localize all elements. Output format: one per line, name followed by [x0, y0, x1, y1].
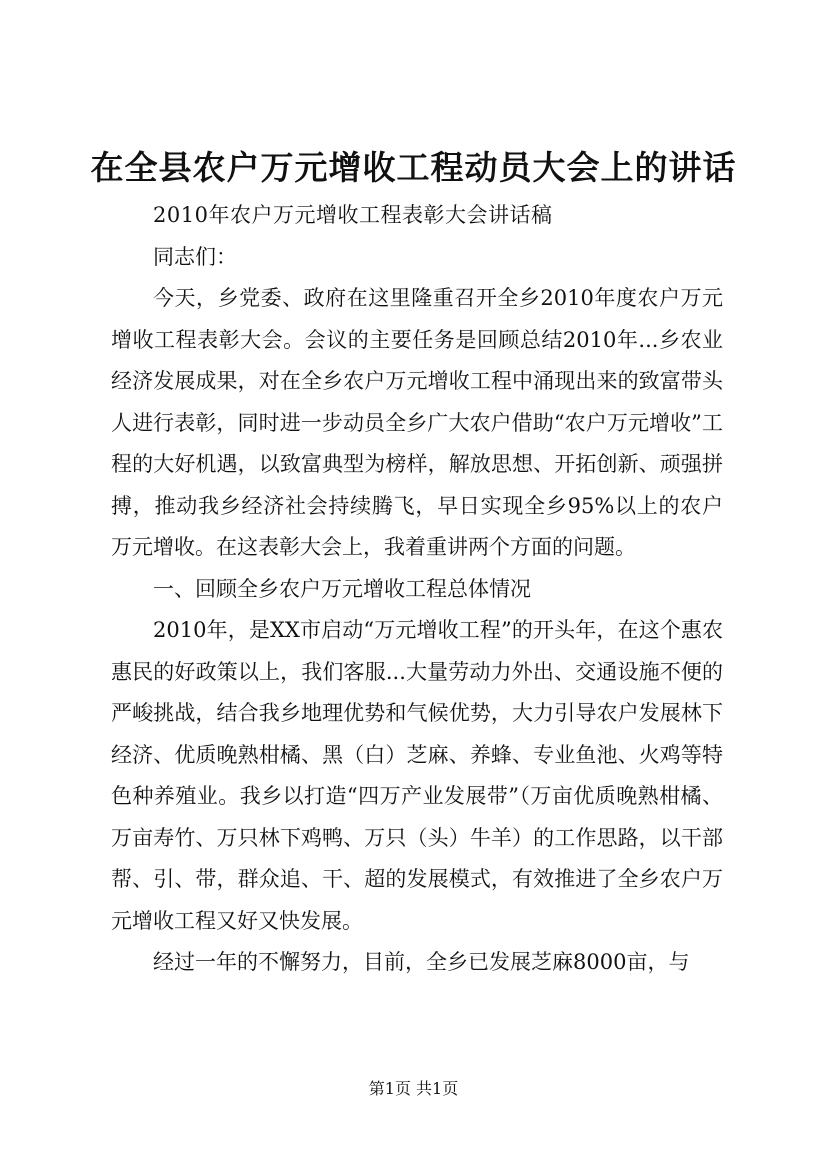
document-subtitle: 2010年农户万元增收工程表彰大会讲话稿	[153, 203, 553, 227]
salutation: 同志们：	[153, 244, 237, 269]
section-heading-1: 一、回顾全乡农户万元增收工程总体情况	[153, 576, 531, 601]
document-body	[111, 195, 723, 984]
document-title: 在全县农户万元增收工程动员大会上的讲话	[90, 148, 737, 187]
paragraph-opening: 今天，乡党委、政府在这里隆重召开全乡2010年度农户万元增收工程表彰大会。会议的主要任务是回顾总结2010年...乡农业经济发展成果，对在全乡农户万元增收工程中涌现出来的致富带头人进行表彰，同时进一步动员全乡广大农户借助“农户万元增收”工程的大好机遇，以致富典型为榜样，解放思想、开拓创新、顽强拼搏，推动我乡经济社会持续腾飞，早日实现全乡95%以上的农户万元增收。在这表彰大会上，我着重讲两个方面的问题。	[111, 286, 723, 559]
paragraph-2010-overview: 2010年，是XX市启动“万元增收工程”的开头年，在这个惠农惠民的好政策以上，我们客服...大量劳动力外出、交通设施不便的严峻挑战，结合我乡地理优势和气候优势，大力引导农户发展林下经济、优质晚熟柑橘、黑（白）芝麻、养蜂、专业鱼池、火鸡等特色种养殖业。我乡以打造“四万产业发展带”（万亩优质晚熟柑橘、万亩寿竹、万只林下鸡鸭、万只（头）牛羊）的工作思路，以干部帮、引、带，群众追、干、超的发展模式，有效推进了全乡农户万元增收工程又好又快发展。	[111, 618, 723, 933]
page-footer: 第1页 共1页	[368, 1079, 459, 1098]
paragraph-results: 经过一年的不懈努力，目前，全乡已发展芝麻8000亩，与	[153, 950, 690, 974]
